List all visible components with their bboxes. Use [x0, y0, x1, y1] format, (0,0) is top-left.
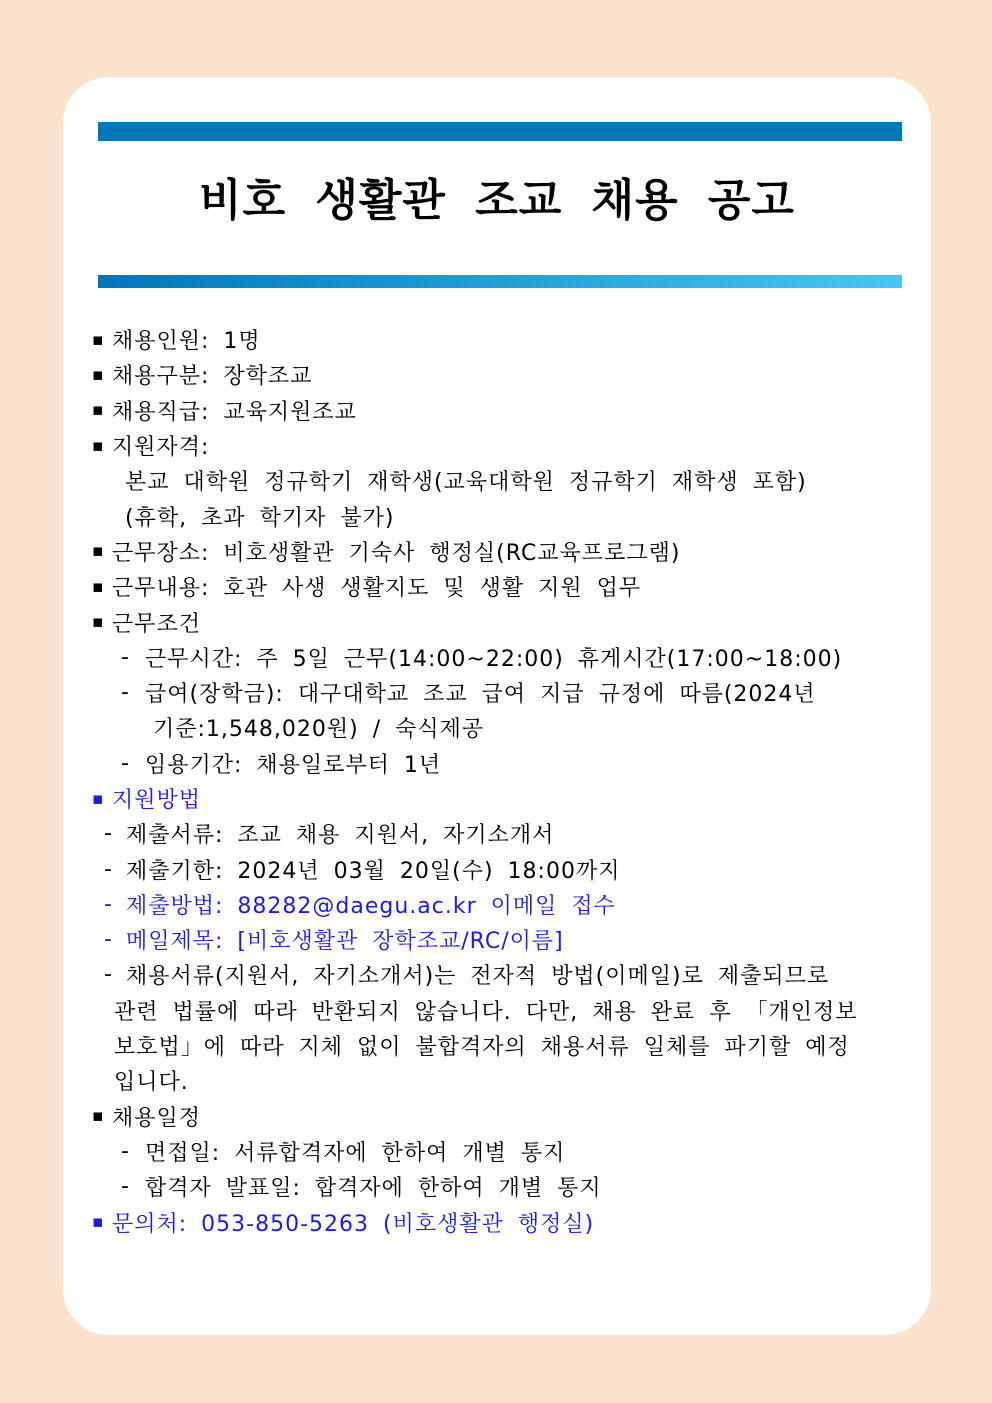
- notice-body: [63, 322, 931, 1240]
- notice-line-text: 채용일정: [112, 1105, 202, 1131]
- notice-line-text: 임용기간: 채용일로부터 1년: [145, 752, 442, 778]
- notice-line-text: 제출기한: 2024년 03월 20일(수) 18:00까지: [126, 858, 621, 884]
- notice-line-text: 본교 대학원 정규학기 재학생(교육대학원 정규학기 재학생 포함): [125, 470, 807, 496]
- bullet-square-icon: ▪: [92, 329, 105, 350]
- notice-line-text: 지원자격:: [112, 435, 210, 461]
- bullet-square-icon: ▪: [92, 612, 105, 633]
- notice-line: [63, 1204, 931, 1239]
- notice-line-text: 제출방법: 88282@daegu.ac.kr 이메일 접수: [126, 893, 616, 919]
- notice-card: [63, 77, 931, 1335]
- notice-line: [63, 746, 931, 781]
- dash-icon: -: [104, 891, 113, 917]
- notice-line: [63, 887, 931, 922]
- notice-line-text: 제출서류: 조교 채용 지원서, 자기소개서: [126, 823, 555, 849]
- notice-line: [63, 498, 931, 533]
- bullet-square-icon: ▪: [92, 788, 105, 809]
- dash-icon: -: [104, 962, 113, 988]
- notice-line: [63, 675, 931, 710]
- notice-line: [63, 1099, 931, 1134]
- notice-line: [63, 322, 931, 357]
- bullet-square-icon: ▪: [92, 1212, 105, 1233]
- notice-line-text: 메일제목: [비호생활관 장학조교/RC/이름]: [126, 929, 564, 955]
- notice-line: [63, 1028, 931, 1063]
- notice-line: [63, 463, 931, 498]
- header-top-bar: [98, 122, 902, 141]
- bullet-square-icon: ▪: [92, 364, 105, 385]
- dash-icon: -: [104, 856, 113, 882]
- notice-line: [63, 1063, 931, 1098]
- notice-line: [63, 922, 931, 957]
- notice-line: [63, 604, 931, 639]
- notice-line: [63, 1169, 931, 1204]
- notice-line-text: 근무시간: 주 5일 근무(14:00~22:00) 휴게시간(17:00~18:00): [145, 646, 843, 672]
- bullet-square-icon: ▪: [92, 1106, 105, 1127]
- notice-line: [63, 816, 931, 851]
- notice-line-text: (휴학, 초과 학기자 불가): [125, 505, 395, 531]
- bullet-square-icon: ▪: [92, 435, 105, 456]
- notice-line-text: 보호법」에 따라 지체 없이 불합격자의 채용서류 일체를 파기할 예정: [114, 1035, 850, 1061]
- dash-icon: -: [104, 821, 113, 847]
- dash-icon: -: [121, 750, 130, 776]
- notice-line: [63, 393, 931, 428]
- notice-line-text: 입니다.: [114, 1070, 189, 1096]
- notice-line-text: 지원방법: [112, 788, 202, 813]
- page-title: 비호 생활관 조교 채용 공고: [199, 175, 795, 226]
- dash-icon: -: [121, 1138, 130, 1164]
- dash-icon: -: [121, 644, 130, 670]
- notice-line-text: 채용인원: 1명: [112, 329, 261, 355]
- notice-line: [63, 640, 931, 675]
- notice-line: [63, 569, 931, 604]
- notice-line-text: 근무장소: 비호생활관 기숙사 행정실(RC교육프로그램): [112, 540, 681, 566]
- notice-line-text: 합격자 발표일: 합격자에 한하여 개별 통지: [145, 1176, 602, 1202]
- notice-line-text: 근무조건: [112, 611, 202, 637]
- notice-line: [63, 851, 931, 886]
- notice-line: [63, 710, 931, 745]
- notice-line-text: 기준:1,548,020원) / 숙식제공: [153, 717, 485, 743]
- dash-icon: -: [104, 927, 113, 953]
- notice-line: [63, 534, 931, 569]
- notice-line: [63, 957, 931, 992]
- notice-line-text: 채용서류(지원서, 자기소개서)는 전자적 방법(이메일)로 제출되므로: [126, 964, 830, 990]
- notice-line: [63, 993, 931, 1028]
- dash-icon: -: [121, 680, 130, 706]
- notice-line: [63, 1134, 931, 1169]
- bullet-square-icon: ▪: [92, 400, 105, 421]
- notice-line-text: 채용구분: 장학조교: [112, 364, 313, 390]
- notice-line-text: 문의처: 053-850-5263 (비호생활관 행정실): [112, 1211, 595, 1237]
- notice-line-text: 채용직급: 교육지원조교: [112, 399, 357, 425]
- notice-line: [63, 428, 931, 463]
- notice-line-text: 근무내용: 호관 사생 생활지도 및 생활 지원 업무: [112, 576, 642, 602]
- notice-line: [63, 781, 931, 816]
- dash-icon: -: [121, 1174, 130, 1200]
- bullet-square-icon: ▪: [92, 541, 105, 562]
- notice-line-text: 급여(장학금): 대구대학교 조교 급여 지급 규정에 따름(2024년: [145, 682, 816, 708]
- notice-line-text: 관련 법률에 따라 반환되지 않습니다. 다만, 채용 완료 후 「개인정보: [114, 999, 858, 1025]
- notice-line: [63, 357, 931, 392]
- header-accent-bar: [98, 275, 902, 288]
- bullet-square-icon: ▪: [92, 576, 105, 597]
- notice-line-text: 면접일: 서류합격자에 한하여 개별 통지: [145, 1140, 566, 1166]
